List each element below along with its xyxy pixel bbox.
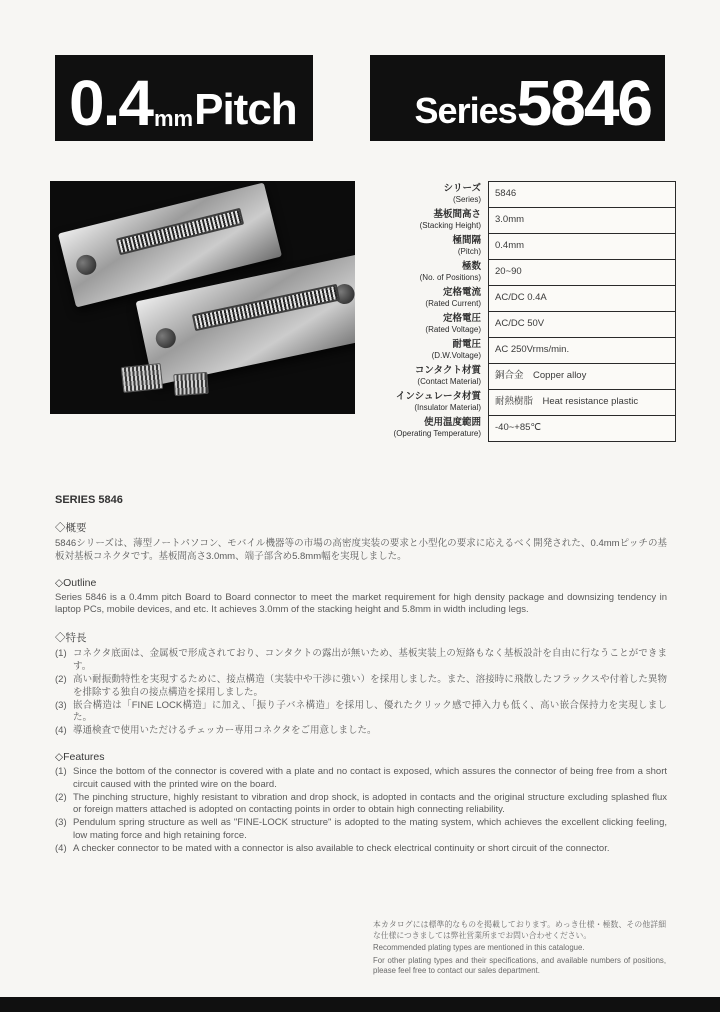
spec-label-en: (Series) bbox=[452, 195, 481, 205]
pitch-banner bbox=[55, 55, 313, 141]
spec-value: -40~+85℃ bbox=[488, 415, 676, 442]
pitch-unit: mm bbox=[153, 105, 194, 131]
spec-label-en: (D.W.Voltage) bbox=[431, 351, 481, 361]
spec-label bbox=[368, 389, 488, 416]
plate-hole bbox=[74, 253, 98, 277]
spec-label-en: (Operating Temperature) bbox=[393, 429, 481, 439]
spec-label bbox=[368, 285, 488, 312]
spec-label bbox=[368, 415, 488, 442]
mini-connector-1 bbox=[121, 363, 163, 393]
description-column bbox=[55, 494, 667, 856]
feature-number: (4) bbox=[55, 725, 67, 737]
spec-label bbox=[368, 363, 488, 390]
feature-jp-item bbox=[55, 725, 667, 738]
features-jp-heading: ◇特長 bbox=[55, 632, 87, 645]
spec-value: 銅合金 Copper alloy bbox=[488, 363, 676, 390]
plate-hole bbox=[154, 326, 178, 350]
features-en-heading: ◇Features bbox=[55, 750, 105, 763]
pitch-value: 0.4 bbox=[69, 67, 152, 140]
footer-bar bbox=[0, 997, 720, 1012]
spec-row-operating-temperature bbox=[368, 415, 676, 442]
feature-jp-item bbox=[55, 674, 667, 700]
spec-label bbox=[368, 233, 488, 260]
feature-text: コネクタ底面は、金属板で形成されており、コンタクトの露出が無いため、基板実装上の短絡もなく基板設計を自由に行なうことができます。 bbox=[73, 648, 667, 673]
spec-label-jp: 定格電流 bbox=[442, 287, 481, 299]
spec-label bbox=[368, 207, 488, 234]
overview-heading: ◇概要 bbox=[55, 522, 87, 534]
title-banner bbox=[55, 55, 665, 141]
spec-label-jp: 基板間高さ bbox=[433, 209, 481, 221]
feature-jp-item bbox=[55, 648, 667, 674]
feature-text: The pinching structure, highly resistant to vibration and drop shock, is adopted in contacts and the original structure excluding splashed flux or foreign matters attached is adopted on contacting points in order to obtain high connecting reliability. bbox=[73, 791, 667, 816]
spec-row-series bbox=[368, 181, 676, 208]
feature-en-item bbox=[55, 843, 667, 856]
feature-text: A checker connector to be mated with a connector is also available to check electrical continuity or short circuit of the connector. bbox=[73, 842, 610, 854]
spec-value: AC/DC 0.4A bbox=[488, 285, 676, 312]
note-jp: 本カタログには標準的なものを掲載しております。めっき仕様・極数、その他詳細な仕様につきましては弊社営業所までお問い合わせください。 bbox=[373, 920, 666, 940]
feature-text: 嵌合構造は「FINE LOCK構造」に加え、「振り子バネ構造」を採用し、優れたクリック感で挿入力も低く、高い嵌合保持力を実現しました。 bbox=[73, 699, 667, 724]
spec-label bbox=[368, 311, 488, 338]
spec-label bbox=[368, 337, 488, 364]
spec-label-en: (Stacking Height) bbox=[419, 221, 481, 231]
spec-label-jp: シリーズ bbox=[443, 183, 481, 195]
spec-label-jp: コンタクト材質 bbox=[414, 365, 481, 377]
product-photo bbox=[50, 181, 355, 414]
feature-number: (1) bbox=[55, 648, 67, 660]
overview-paragraph: 5846シリーズは、薄型ノートパソコン、モバイル機器等の市場の高密度実装の要求と小型化の要求に応えるべく開発された、0.4mmピッチの基板対基板コネクタです。基板間高さ3.0mm、端子部含め5.8mm幅を実現しました。 bbox=[55, 538, 667, 562]
spec-label-en: (No. of Positions) bbox=[419, 273, 481, 283]
spec-label-jp: 極数 bbox=[461, 261, 481, 273]
series-word: Series bbox=[414, 90, 517, 131]
feature-en-item bbox=[55, 817, 667, 843]
feature-text: 高い耐振動特性を実現するために、接点構造（実装中や干渉に強い）を採用しました。また、溶接時に飛散したフラックスや付着した異物を排除する独自の接点構造を採用しました。 bbox=[73, 673, 667, 698]
spec-row-rated-voltage bbox=[368, 311, 676, 338]
spec-value: 耐熱樹脂 Heat resistance plastic bbox=[488, 389, 676, 416]
note-en-2: For other plating types and their specifications, and available numbers of positions, please feel free to contact our sales department. bbox=[373, 955, 666, 976]
series-number: 5846 bbox=[516, 67, 651, 140]
series-banner bbox=[370, 55, 665, 141]
spec-label-en: (Rated Current) bbox=[425, 299, 481, 309]
spec-label bbox=[368, 181, 488, 208]
series-title: SERIES 5846 bbox=[55, 494, 123, 506]
pitch-word: Pitch bbox=[194, 85, 297, 134]
spec-value: AC/DC 50V bbox=[488, 311, 676, 338]
feature-text: Pendulum spring structure as well as "FINE-LOCK structure" is adopted to the mating system, which achieves the excellent clicking feeling, low mating force and high retaining force. bbox=[73, 817, 667, 841]
spec-value: 0.4mm bbox=[488, 233, 676, 260]
spec-row-stacking-height bbox=[368, 207, 676, 234]
spec-row-insulator-material bbox=[368, 389, 676, 416]
spec-value: 3.0mm bbox=[488, 207, 676, 234]
spec-row-rated-current bbox=[368, 285, 676, 312]
spec-label bbox=[368, 259, 488, 286]
feature-en-item bbox=[55, 766, 667, 792]
feature-text: Since the bottom of the connector is covered with a plate and no contact is exposed, which assures the connector of being free from a short circuit caused with the printed wire on the board. bbox=[73, 765, 667, 790]
note-en-1: Recommended plating types are mentioned in this catalogue. bbox=[373, 943, 585, 953]
spec-row-positions bbox=[368, 259, 676, 286]
spec-label-en: (Insulator Material) bbox=[414, 403, 481, 413]
spec-value: AC 250Vrms/min. bbox=[488, 337, 676, 364]
feature-jp-item bbox=[55, 700, 667, 726]
spec-value: 5846 bbox=[488, 181, 676, 208]
spec-label-en: (Contact Material) bbox=[417, 377, 481, 387]
spec-label-jp: 定格電圧 bbox=[442, 313, 481, 325]
spec-label-en: (Rated Voltage) bbox=[425, 325, 481, 335]
feature-number: (3) bbox=[55, 699, 67, 711]
spec-label-jp: 耐電圧 bbox=[452, 339, 481, 351]
feature-number: (3) bbox=[55, 817, 67, 829]
spec-row-pitch bbox=[368, 233, 676, 260]
outline-heading: ◇Outline bbox=[55, 576, 97, 589]
spec-label-jp: 極間隔 bbox=[452, 235, 481, 247]
feature-number: (1) bbox=[55, 765, 67, 777]
spec-row-contact-material bbox=[368, 363, 676, 390]
outline-paragraph: Series 5846 is a 0.4mm pitch Board to Board connector to meet the market requirement for high density package and downsizing tendency in laptop PCs, mobile devices, and etc. It achieves 3.0mm of the stacking height and 5.8mm in width including legs. bbox=[55, 591, 667, 616]
spec-value: 20~90 bbox=[488, 259, 676, 286]
feature-number: (2) bbox=[55, 791, 67, 803]
feature-en-item bbox=[55, 792, 667, 818]
spec-label-jp: インシュレータ材質 bbox=[395, 391, 481, 403]
spec-label-en: (Pitch) bbox=[457, 247, 481, 257]
spec-label-jp: 使用温度範囲 bbox=[423, 417, 481, 429]
feature-text: 導通検査で使用いただけるチェッカー専用コネクタをご用意しました。 bbox=[73, 725, 377, 737]
feature-number: (4) bbox=[55, 842, 67, 854]
feature-number: (2) bbox=[55, 673, 67, 685]
catalog-note bbox=[373, 920, 666, 979]
spec-table bbox=[368, 181, 676, 442]
mini-connector-2 bbox=[173, 372, 208, 396]
spec-row-dw-voltage bbox=[368, 337, 676, 364]
